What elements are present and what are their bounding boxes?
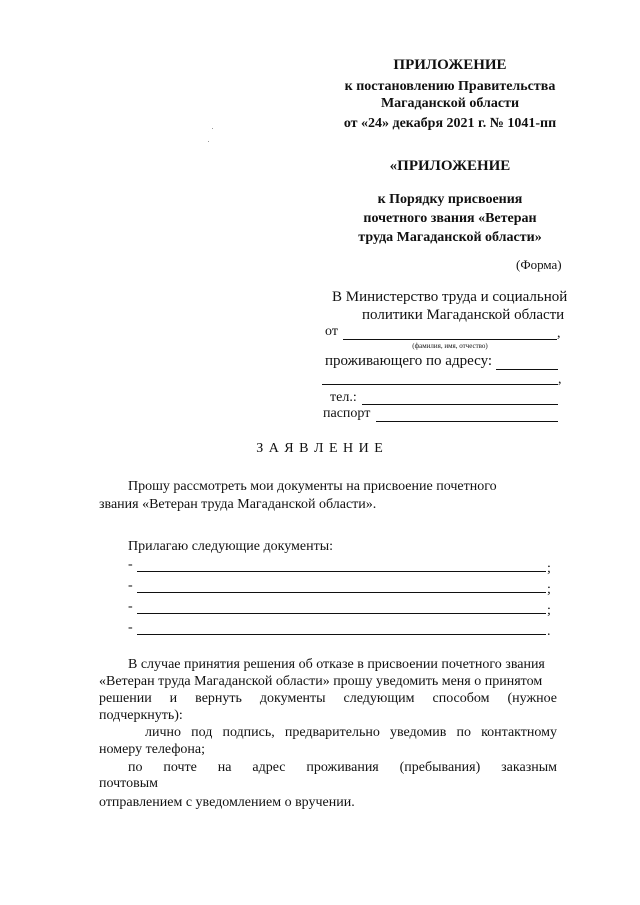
- fio-field-end: ,: [557, 326, 561, 341]
- attachments-label: Прилагаю следующие документы:: [128, 539, 334, 554]
- option-by-mail-line-1[interactable]: по почте на адрес проживания (пребывания) заказным: [128, 760, 557, 775]
- attachment-dash-3: -: [128, 599, 133, 614]
- address-field-line-1[interactable]: [496, 369, 558, 370]
- appendix-line-3: труда Магаданской области»: [358, 230, 542, 245]
- request-line-1: Прошу рассмотреть мои документы на присвоение почетного: [128, 479, 497, 494]
- attachment-dash-2: -: [128, 578, 133, 593]
- address-label: проживающего по адресу:: [325, 353, 493, 369]
- attachment-end-2: ;: [547, 582, 551, 597]
- option-in-person-line-2: номеру телефона;: [99, 742, 205, 757]
- address-field-line-2[interactable]: [322, 384, 558, 385]
- header-line-1: к постановлению Правительства: [344, 79, 556, 94]
- fio-field-line[interactable]: [343, 339, 557, 340]
- scan-speck: [208, 141, 209, 142]
- appendix-line-1: к Порядку присвоения: [377, 192, 523, 207]
- request-line-2: звания «Ветеран труда Магаданской области».: [99, 497, 377, 512]
- option-in-person-line-1[interactable]: лично под подпись, предварительно уведомив по контактному: [145, 725, 557, 740]
- addressee-line-1: В Министерство труда и социальной: [332, 289, 568, 305]
- attachment-line-3[interactable]: [137, 613, 546, 614]
- refusal-line-4: подчеркнуть):: [99, 708, 183, 723]
- scan-speck: [212, 128, 213, 129]
- appendix-line-2: почетного звания «Ветеран: [363, 211, 537, 226]
- from-label: от: [325, 324, 338, 339]
- phone-field-line[interactable]: [362, 404, 558, 405]
- address-field-end: ,: [558, 372, 562, 387]
- header-title: ПРИЛОЖЕНИЕ: [393, 57, 507, 73]
- refusal-line-2: «Ветеран труда Магаданской области» прошу уведомить меня о принятом: [99, 674, 543, 689]
- passport-label: паспорт: [323, 406, 371, 421]
- form-label: (Форма): [516, 257, 562, 272]
- refusal-line-3: решении и вернуть документы следующим способом (нужное: [99, 691, 557, 706]
- attachment-end-4: .: [547, 624, 551, 639]
- attachment-end-1: ;: [547, 561, 551, 576]
- header-line-3: от «24» декабря 2021 г. № 1041-пп: [343, 116, 557, 131]
- doc-title: З А Я В Л Е Н И Е: [256, 441, 384, 456]
- attachment-dash-1: -: [128, 557, 133, 572]
- header-line-2: Магаданской области: [380, 96, 520, 111]
- appendix-title: «ПРИЛОЖЕНИЕ: [389, 158, 511, 174]
- attachment-line-4[interactable]: [137, 634, 546, 635]
- attachment-dash-4: -: [128, 620, 133, 635]
- phone-label: тел.:: [330, 390, 357, 405]
- attachment-line-1[interactable]: [137, 571, 546, 572]
- passport-field-line[interactable]: [376, 421, 558, 422]
- attachment-end-3: ;: [547, 603, 551, 618]
- attachment-line-2[interactable]: [137, 592, 546, 593]
- refusal-line-1: В случае принятия решения об отказе в присвоении почетного звания: [128, 657, 545, 672]
- option-by-mail-line-3: отправлением с уведомлением о вручении.: [99, 795, 355, 810]
- option-by-mail-line-2: почтовым: [99, 776, 158, 791]
- addressee-line-2: политики Магаданской области: [362, 307, 565, 323]
- fio-hint: (фамилия, имя, отчество): [412, 342, 488, 350]
